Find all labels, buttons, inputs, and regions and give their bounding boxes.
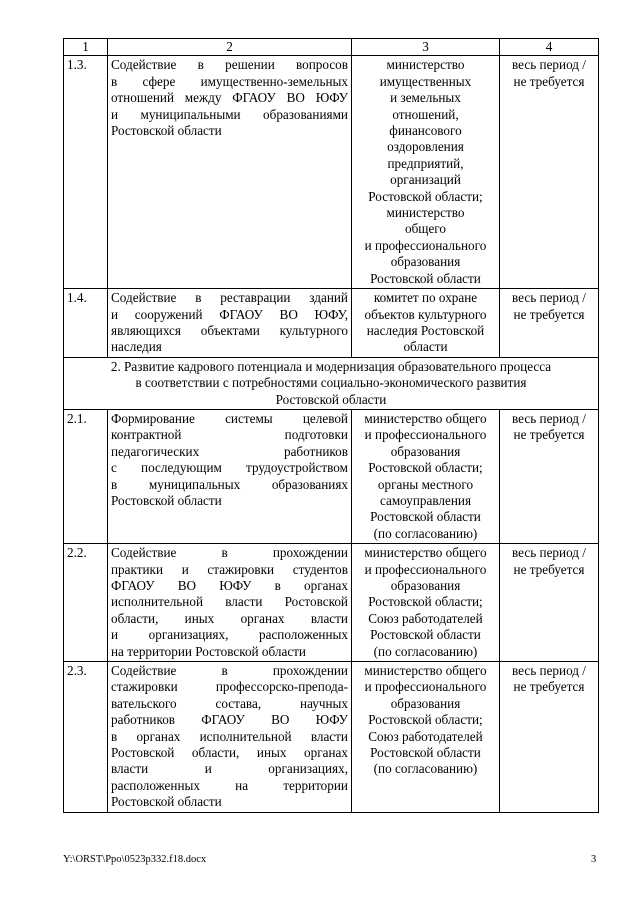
responsible-line: самоуправления [379, 492, 472, 508]
description-line: наследия [111, 339, 162, 355]
responsible-line: объектов культурного [364, 306, 487, 322]
responsible-line: Ростовской области; [368, 460, 483, 476]
row-term [500, 56, 599, 289]
description-line: власти и организациях, [111, 761, 348, 777]
description-line: отношений между ФГАОУ ВО ЮФУ [111, 90, 348, 106]
description-line: Формирование системы целевой [111, 410, 348, 426]
responsible-line: министерство [386, 205, 465, 221]
description-line: педагогических работников [111, 443, 348, 459]
description-line: области, иных органах власти [111, 610, 348, 626]
responsible-line: органы местного [377, 476, 474, 492]
row-number: 2.1. [64, 409, 108, 543]
responsible-line: оздоровления [387, 139, 464, 155]
row-number: 1.4. [64, 289, 108, 358]
responsible-line: министерство общего [364, 545, 487, 561]
description-line: контрактной подготовки [111, 427, 348, 443]
row-description [108, 289, 352, 358]
description-line: Ростовской области, иных органах [111, 745, 348, 761]
measures-table [63, 38, 599, 813]
description-line: на территории Ростовской области [111, 643, 306, 659]
row-responsible [352, 409, 500, 543]
term-line: весь период / [512, 410, 586, 426]
description-line: Содействие в решении вопросов [111, 57, 348, 73]
responsible-line: Ростовской области [370, 509, 481, 525]
responsible-line: общего [405, 221, 446, 237]
description-line: Содействие в прохождении [111, 663, 348, 679]
section-line: Ростовской области [275, 391, 387, 407]
responsible-line: Союз работодателей [368, 728, 483, 744]
row-term [500, 409, 599, 543]
term-line: не требуется [513, 561, 585, 577]
description-line: работников ФГАОУ ВО ЮФУ [111, 712, 348, 728]
description-line: практики и стажировки студентов [111, 561, 348, 577]
description-line: расположенных на территории [111, 777, 348, 793]
responsible-line: Ростовской области; [368, 188, 483, 204]
responsible-line: (по согласованию) [373, 761, 478, 777]
row-description [108, 662, 352, 813]
table-header-row [64, 39, 599, 56]
description-line: в сфере имущественно-земельных [111, 73, 348, 89]
responsible-line: министерство общего [364, 663, 487, 679]
header-col-3: 3 [352, 39, 500, 56]
table-row [64, 289, 599, 358]
section-heading [64, 357, 599, 409]
description-line: и муниципальными образованиями [111, 106, 348, 122]
row-responsible [352, 56, 500, 289]
table-row [64, 409, 599, 543]
row-number: 1.3. [64, 56, 108, 289]
responsible-line: Ростовской области; [368, 712, 483, 728]
responsible-line: и земельных [390, 90, 461, 106]
section-row [64, 357, 599, 409]
term-line: не требуется [513, 679, 585, 695]
responsible-line: Ростовской области [370, 270, 481, 286]
term-line: весь период / [512, 545, 586, 561]
responsible-line: образования [390, 578, 461, 593]
section-line: 2. Развитие кадрового потенциала и модернизация образовательного процесса [110, 358, 552, 374]
responsible-line: комитет по охране [373, 290, 478, 306]
row-number: 2.2. [64, 544, 108, 662]
term-line: весь период / [512, 663, 586, 679]
row-term [500, 289, 599, 358]
description-line: стажировки профессорско-препода- [111, 679, 348, 695]
responsible-line: образования [390, 695, 461, 711]
description-line: и организациях, расположенных [111, 627, 348, 643]
responsible-line: министерство общего [364, 410, 487, 426]
table-row [64, 544, 599, 662]
description-line: исполнительной власти Ростовской [111, 594, 348, 610]
row-responsible [352, 544, 500, 662]
description-line: и сооружений ФГАОУ ВО ЮФУ, [111, 306, 348, 322]
responsible-line: (по согласованию) [373, 643, 478, 659]
term-line: не требуется [513, 306, 585, 322]
description-line: в муниципальных образованиях [111, 476, 348, 492]
responsible-line: Ростовской области [370, 745, 481, 761]
description-line: Ростовской области [111, 492, 222, 508]
responsible-line: и профессионального [364, 561, 487, 577]
responsible-line: (по согласованию) [373, 525, 478, 541]
footer-file-path: Y:\ORST\Ppo\0523p332.f18.docx [63, 854, 207, 865]
table-row [64, 56, 599, 289]
responsible-line: финансового [389, 123, 462, 139]
description-line: Содействие в реставрации зданий [111, 290, 348, 306]
responsible-line: отношений, [392, 106, 459, 122]
responsible-line: имущественных [379, 73, 472, 89]
table-row [64, 662, 599, 813]
row-responsible [352, 289, 500, 358]
responsible-line: области [403, 339, 448, 355]
description-line: в органах исполнительной власти [111, 728, 348, 744]
responsible-line: Ростовской области [370, 627, 481, 643]
responsible-line: организаций [390, 172, 461, 188]
header-col-4: 4 [500, 39, 599, 56]
responsible-line: и профессионального [364, 427, 487, 443]
responsible-line: Ростовской области; [368, 594, 483, 610]
row-description [108, 56, 352, 289]
term-line: весь период / [512, 57, 586, 73]
responsible-line: предприятий, [387, 155, 464, 171]
responsible-line: образования [390, 443, 461, 459]
responsible-line: образования [390, 254, 461, 270]
description-line: являющихся объектами культурного [111, 322, 348, 338]
header-col-1: 1 [64, 39, 108, 56]
row-responsible [352, 662, 500, 813]
description-line: Ростовской области [111, 794, 222, 810]
term-line: не требуется [513, 73, 585, 89]
description-line: ФГАОУ ВО ЮФУ в органах [111, 578, 348, 593]
term-line: не требуется [513, 427, 585, 443]
description-line: вательского состава, научных [111, 695, 348, 711]
responsible-line: Союз работодателей [368, 610, 483, 626]
description-line: Содействие в прохождении [111, 545, 348, 561]
row-term [500, 544, 599, 662]
row-number: 2.3. [64, 662, 108, 813]
row-term [500, 662, 599, 813]
term-line: весь период / [512, 290, 586, 306]
row-description [108, 409, 352, 543]
description-line: Ростовской области [111, 123, 222, 139]
header-col-2: 2 [108, 39, 352, 56]
responsible-line: и профессионального [364, 679, 487, 695]
description-line: с последующим трудоустройством [111, 460, 348, 476]
footer-page-number: 3 [591, 854, 597, 865]
responsible-line: наследия Ростовской [366, 322, 485, 338]
section-line: в соответствии с потребностями социально-экономического развития [135, 375, 527, 391]
responsible-line: министерство [386, 57, 465, 73]
row-description [108, 544, 352, 662]
responsible-line: и профессионального [364, 237, 487, 253]
